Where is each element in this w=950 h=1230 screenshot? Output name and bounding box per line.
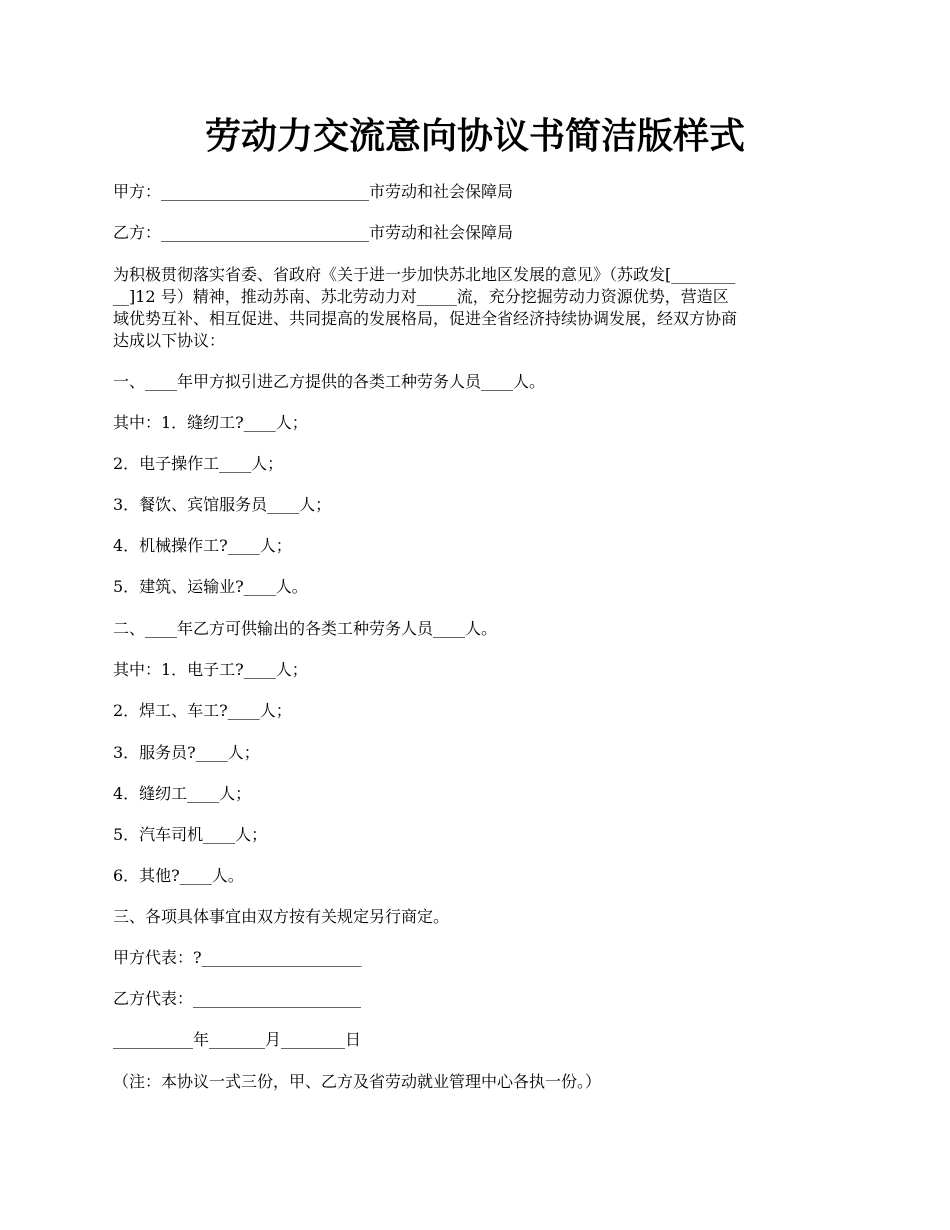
section-1-item: 3．餐饮、宾馆服务员____人； bbox=[113, 495, 332, 514]
section-1-item: 其中：1．缝纫工?____人； bbox=[113, 413, 308, 432]
section-1-item: 5．建筑、运输业?____人。 bbox=[113, 577, 308, 596]
footnote: （注：本协议一式三份，甲、乙方及省劳动就业管理中心各执一份。） bbox=[113, 1072, 602, 1091]
signing-date: __________年_______月________日 bbox=[113, 1030, 362, 1049]
document-title: 劳动力交流意向协议书简洁版样式 bbox=[204, 115, 745, 157]
intro-line-3: 域优势互补、相互促进、共同提高的发展格局，促进全省经济持续协调发展，经双方协商 bbox=[113, 309, 738, 328]
section-1-item: 2．电子操作工____人； bbox=[113, 454, 284, 473]
section-2-item: 5．汽车司机____人； bbox=[113, 825, 268, 844]
intro-paragraph bbox=[113, 264, 839, 352]
section-1-item: 4．机械操作工?____人； bbox=[113, 536, 292, 555]
section-2-item: 6．其他?____人。 bbox=[113, 866, 244, 885]
party-a-line: 甲方：__________________________市劳动和社会保障局 bbox=[113, 182, 514, 201]
section-2-item: 3．服务员?____人； bbox=[113, 743, 260, 762]
intro-line-1: 为积极贯彻落实省委、省政府《关于进一步加快苏北地区发展的意见》（苏政发[________ bbox=[113, 265, 736, 284]
section-2-item: 2．焊工、车工?____人； bbox=[113, 701, 292, 720]
section-2-heading: 二、____年乙方可供输出的各类工种劳务人员____人。 bbox=[113, 619, 498, 638]
party-a-representative: 甲方代表：?____________________ bbox=[113, 948, 362, 967]
intro-line-2: __]12 号）精神，推动苏南、苏北劳动力对_____流，充分挖掘劳动力资源优势，营造区 bbox=[113, 287, 729, 306]
section-2-item: 其中：1．电子工?____人； bbox=[113, 660, 308, 679]
party-b-line: 乙方：__________________________市劳动和社会保障局 bbox=[113, 223, 514, 242]
party-b-representative: 乙方代表：_____________________ bbox=[113, 989, 362, 1008]
section-2-item: 4．缝纫工____人； bbox=[113, 784, 252, 803]
intro-line-4: 达成以下协议： bbox=[113, 331, 226, 350]
section-1-heading: 一、____年甲方拟引进乙方提供的各类工种劳务人员____人。 bbox=[113, 372, 546, 391]
section-3-text: 三、各项具体事宜由双方按有关规定另行商定。 bbox=[113, 907, 450, 926]
